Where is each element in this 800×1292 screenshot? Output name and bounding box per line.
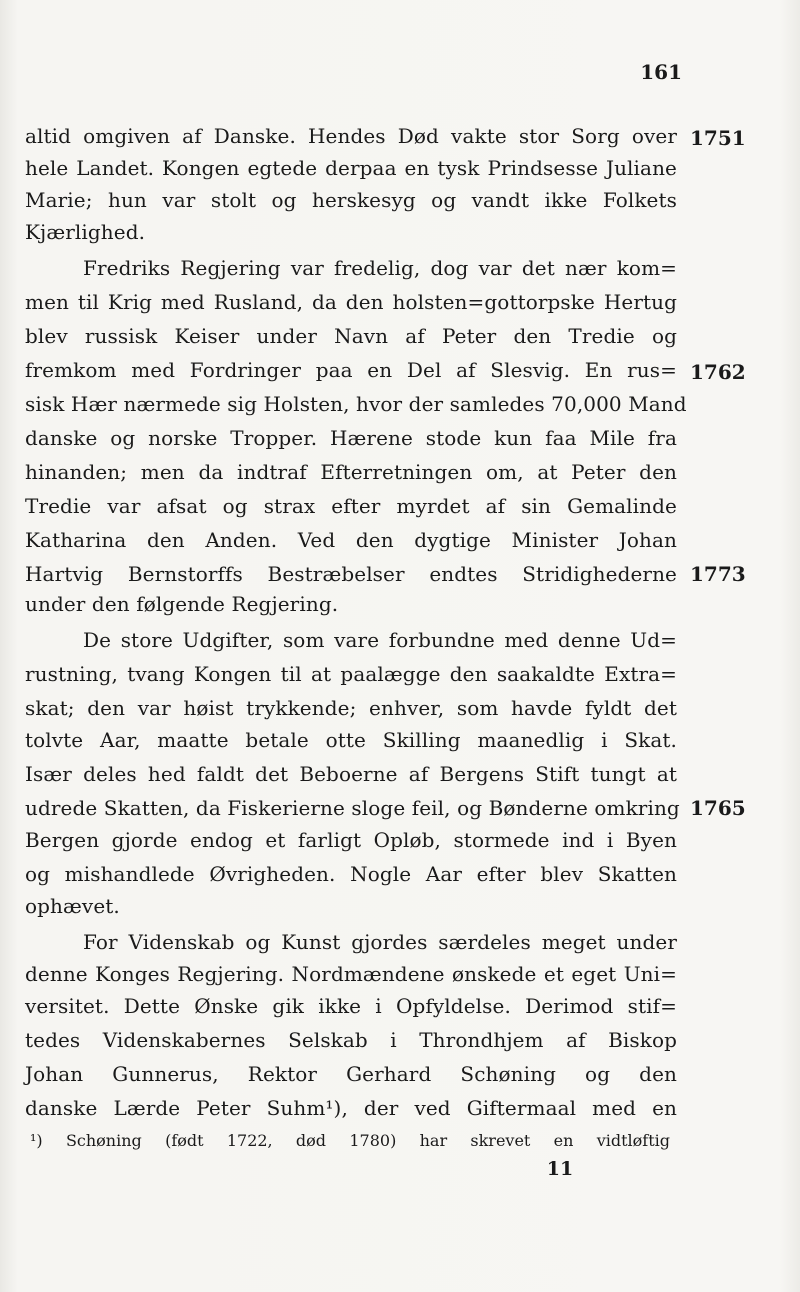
signature-mark: 11	[546, 1158, 574, 1180]
text-line: danske og norske Tropper. Hærene stode kun faa Mile fra	[25, 426, 677, 450]
text-line: Tredie var afsat og strax efter myrdet af sin Gemalinde	[25, 494, 677, 518]
text-line: skat; den var høist trykkende; enhver, som havde fyldt det	[25, 696, 677, 720]
page-number: 161	[640, 60, 682, 84]
text-line: hinanden; men da indtraf Efterretningen om, at Peter den	[25, 460, 677, 484]
text-line: udrede Skatten, da Fiskerierne sloge feil, og Bønderne omkring	[25, 796, 680, 820]
margin-year: 1762	[690, 360, 746, 384]
margin-year: 1751	[690, 126, 746, 150]
footnote: ¹) Schøning (født 1722, død 1780) har skrevet en vidtløftig	[30, 1131, 670, 1150]
text-line: Marie; hun var stolt og herskesyg og vandt ikke Folkets	[25, 188, 677, 212]
text-line: Fredriks Regjering var fredelig, dog var det nær kom=	[83, 256, 677, 280]
text-line: tolvte Aar, maatte betale otte Skilling maanedlig i Skat.	[25, 728, 677, 752]
margin-year: 1765	[690, 796, 746, 820]
text-line: altid omgiven af Danske. Hendes Død vakte stor Sorg over	[25, 124, 677, 148]
margin-year: 1773	[690, 562, 746, 586]
text-line: men til Krig med Rusland, da den holsten=gottorpske Hertug	[25, 290, 677, 314]
text-line: ophævet.	[25, 894, 120, 918]
text-line: blev russisk Keiser under Navn af Peter den Tredie og	[25, 324, 677, 348]
text-line: Hartvig Bernstorffs Bestræbelser endtes Stridighederne	[25, 562, 677, 586]
text-line: versitet. Dette Ønske gik ikke i Opfyldelse. Derimod stif=	[25, 994, 677, 1018]
text-line: danske Lærde Peter Suhm¹), der ved Giftermaal med en	[25, 1096, 677, 1120]
text-line: Johan Gunnerus, Rektor Gerhard Schøning og den	[25, 1062, 677, 1086]
text-line: Kjærlighed.	[25, 220, 146, 244]
text-line: hele Landet. Kongen egtede derpaa en tysk Prindsesse Juliane	[25, 156, 677, 180]
text-line: denne Konges Regjering. Nordmændene ønskede et eget Uni=	[25, 962, 677, 986]
text-line: Bergen gjorde endog et farligt Opløb, stormede ind i Byen	[25, 828, 677, 852]
text-line: fremkom med Fordringer paa en Del af Slesvig. En rus=	[25, 358, 677, 382]
text-line: Katharina den Anden. Ved den dygtige Minister Johan	[25, 528, 677, 552]
text-line: under den følgende Regjering.	[25, 592, 339, 616]
text-line: For Videnskab og Kunst gjordes særdeles meget under	[83, 930, 677, 954]
text-line: tedes Videnskabernes Selskab i Throndhjem af Biskop	[25, 1028, 677, 1052]
text-line: og mishandlede Øvrigheden. Nogle Aar efter blev Skatten	[25, 862, 677, 886]
text-line: sisk Hær nærmede sig Holsten, hvor der samledes 70,000 Mand	[25, 392, 687, 416]
text-line: rustning, tvang Kongen til at paalægge den saakaldte Extra=	[25, 662, 677, 686]
text-line: De store Udgifter, som vare forbundne med denne Ud=	[83, 628, 677, 652]
text-line: Især deles hed faldt det Beboerne af Bergens Stift tungt at	[25, 762, 677, 786]
